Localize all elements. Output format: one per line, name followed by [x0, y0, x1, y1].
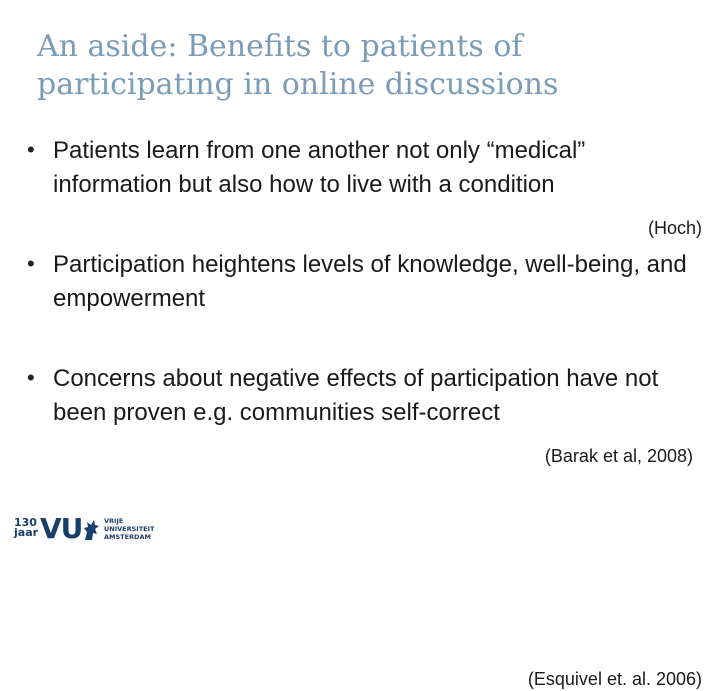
bullet-marker: • — [27, 251, 35, 276]
vu-logo — [12, 512, 155, 545]
bullet-text: Patients learn from one another not only “medical” information but also how to live with a condition — [53, 137, 586, 198]
slide-title: An aside: Benefits to patients of participating in online discussions — [37, 29, 559, 102]
anniversary-label — [14, 518, 38, 538]
anniversary-number: 130 — [14, 516, 37, 529]
anniversary-word: jaar — [14, 526, 39, 539]
bullet-citation: (Esquivel et. al. 2006) — [527, 669, 702, 689]
vu-mark: VU — [40, 512, 83, 545]
bullet-marker: • — [27, 365, 35, 390]
bullet-marker: • — [27, 137, 35, 162]
university-name-line: UNIVERSITEIT — [104, 525, 155, 533]
bullet-item — [0, 134, 728, 238]
university-name-line: VRIJE — [104, 517, 124, 525]
bullet-citation: (Barak et al, 2008) — [544, 446, 693, 466]
bullet-citation: (Hoch) — [647, 218, 702, 238]
griffin-icon — [82, 518, 100, 542]
bullet-text: Concerns about negative effects of participation have not been proven e.g. communities self-correct — [53, 365, 659, 426]
university-name — [104, 517, 154, 541]
bullet-text: Participation heightens levels of knowledge, well-being, and empowerment — [53, 251, 687, 312]
university-name-line: AMSTERDAM — [104, 533, 151, 541]
